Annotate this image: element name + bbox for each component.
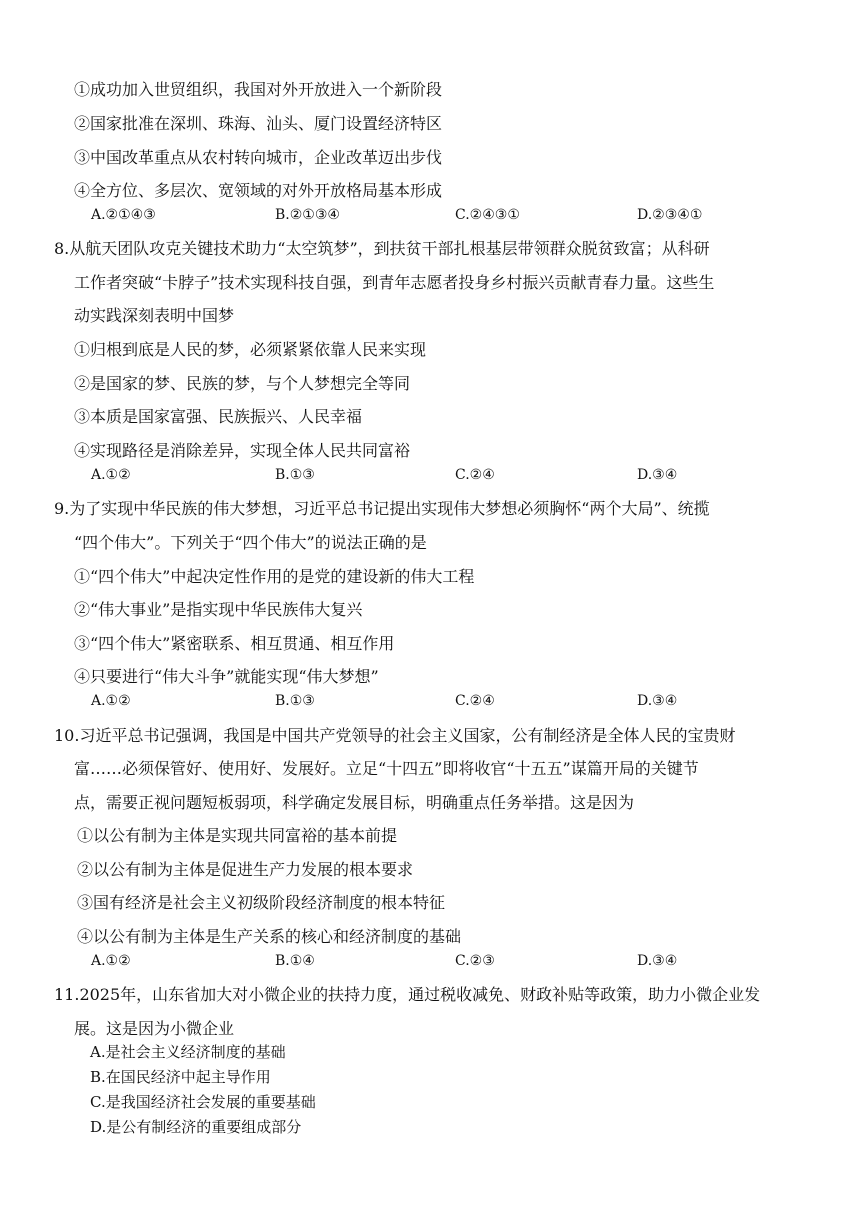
statement-4: ④实现路径是消除差异，实现全体人民共同富裕 <box>74 441 411 460</box>
statement-1: ①成功加入世贸组织，我国对外开放进入一个新阶段 <box>74 80 443 99</box>
question-stem-line-1: 8.从航天团队攻克关键技术助力“太空筑梦”，到扶贫干部扎根基层带领群众脱贫致富；从科研 <box>54 239 710 258</box>
statement-4: ④只要进行“伟大斗争”就能实现“伟大梦想” <box>74 667 379 686</box>
statement-2: ②“伟大事业”是指实现中华民族伟大复兴 <box>74 600 363 619</box>
question-stem-line-3: 动实践深刻表明中国梦 <box>74 306 235 325</box>
answer-options <box>91 466 791 484</box>
statement-3: ③国有经济是社会主义初级阶段经济制度的根本特征 <box>77 893 446 912</box>
option-c: C.②④ <box>455 693 495 709</box>
statement-4: ④全方位、多层次、宽领域的对外开放格局基本形成 <box>74 181 443 200</box>
option-d: D.②③④① <box>637 207 703 223</box>
statement-3: ③中国改革重点从农村转向城市，企业改革迈出步伐 <box>74 148 443 167</box>
question-stem-line-2: 展。这是因为小微企业 <box>74 1019 235 1038</box>
question-stem-line-1: 9.为了实现中华民族的伟大梦想，习近平总书记提出实现伟大梦想必须胸怀“两个大局”、统揽 <box>54 499 710 518</box>
option-c: C.是我国经济社会发展的重要基础 <box>90 1093 316 1111</box>
question-stem-line-1: 10.习近平总书记强调，我国是中国共产党领导的社会主义国家，公有制经济是全体人民的宝贵财 <box>54 726 736 745</box>
option-d: D.③④ <box>637 467 678 483</box>
answer-options <box>91 952 791 970</box>
statement-1: ①归根到底是人民的梦，必须紧紧依靠人民来实现 <box>74 340 427 359</box>
answer-options <box>91 206 791 224</box>
answer-options <box>91 692 791 710</box>
option-b: B.②①③④ <box>275 207 340 223</box>
option-a: A.是社会主义经济制度的基础 <box>90 1043 286 1061</box>
question-stem-line-2: 富……必须保管好、使用好、发展好。立足“十四五”即将收官“十五五”谋篇开局的关键节 <box>74 759 699 778</box>
option-d: D.③④ <box>637 693 678 709</box>
option-c: C.②③ <box>455 953 495 969</box>
question-stem-line-1: 11.2025年，山东省加大对小微企业的扶持力度，通过税收减免、财政补贴等政策，助力小微企业发 <box>54 985 761 1004</box>
option-b: B.①④ <box>275 953 315 969</box>
option-b: B.①③ <box>275 693 315 709</box>
option-c: C.②④③① <box>455 207 520 223</box>
option-d: D.是公有制经济的重要组成部分 <box>90 1118 302 1136</box>
option-a: A.①② <box>91 953 131 969</box>
statement-2: ②以公有制为主体是促进生产力发展的根本要求 <box>77 860 414 879</box>
option-d: D.③④ <box>637 953 678 969</box>
question-stem-line-3: 点，需要正视问题短板弱项，科学确定发展目标，明确重点任务举措。这是因为 <box>74 793 635 812</box>
statement-1: ①以公有制为主体是实现共同富裕的基本前提 <box>77 826 398 845</box>
statement-3: ③本质是国家富强、民族振兴、人民幸福 <box>74 407 363 426</box>
statement-2: ②国家批准在深圳、珠海、汕头、厦门设置经济特区 <box>74 114 443 133</box>
option-b: B.在国民经济中起主导作用 <box>90 1068 271 1086</box>
option-a: A.②①④③ <box>91 207 156 223</box>
statement-3: ③“四个伟大”紧密联系、相互贯通、相互作用 <box>74 634 395 653</box>
option-b: B.①③ <box>275 467 315 483</box>
statement-4: ④以公有制为主体是生产关系的核心和经济制度的基础 <box>77 927 462 946</box>
statement-1: ①“四个伟大”中起决定性作用的是党的建设新的伟大工程 <box>74 567 475 586</box>
question-stem-line-2: 工作者突破“卡脖子”技术实现科技自强，到青年志愿者投身乡村振兴贡献青春力量。这些生 <box>74 273 715 292</box>
question-stem-line-2: “四个伟大”。下列关于“四个伟大”的说法正确的是 <box>74 533 427 552</box>
option-a: A.①② <box>91 467 131 483</box>
statement-2: ②是国家的梦、民族的梦，与个人梦想完全等同 <box>74 374 411 393</box>
option-c: C.②④ <box>455 467 495 483</box>
option-a: A.①② <box>91 693 131 709</box>
